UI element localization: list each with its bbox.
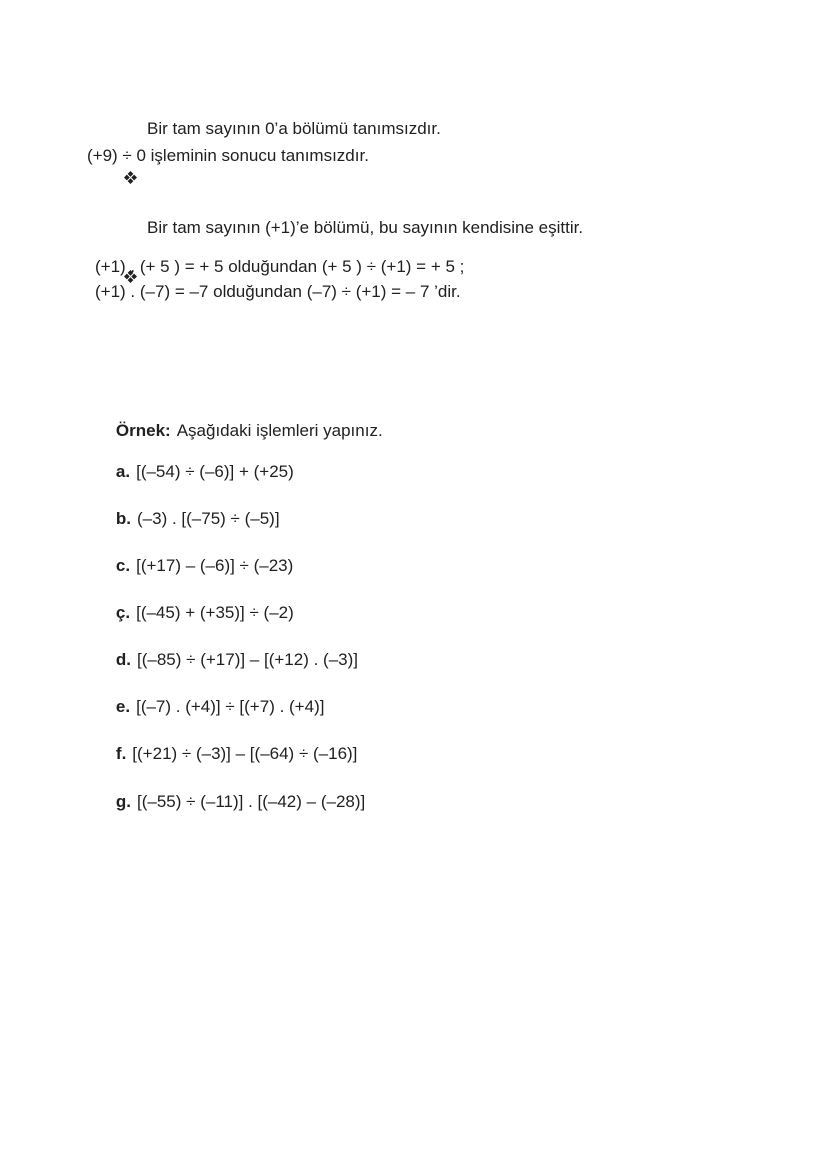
note-rule-division-by-one — [124, 216, 583, 240]
note-title: Bir tam sayının 0’a bölümü tanımsızdır. — [147, 119, 441, 138]
item-letter: c. — [115, 556, 131, 575]
exercise-item-g — [97, 766, 365, 838]
note-rule-division-by-zero — [124, 117, 441, 141]
item-letter: e. — [115, 697, 131, 716]
item-expression: [(–55) ÷ (–11)] . [(–42) – (–28)] — [137, 792, 366, 811]
item-expression: (–3) . [(–75) ÷ (–5)] — [137, 509, 280, 528]
diamond-bullet-icon — [124, 222, 137, 235]
item-expression: [(–7) . (+4)] ÷ [(+7) . (+4)] — [136, 697, 325, 716]
item-expression: [(–85) ÷ (+17)] – [(+12) . (–3)] — [137, 650, 358, 669]
note-example-line: (+1) . (–7) = –7 olduğundan (–7) ÷ (+1) = – 7 ’dir. — [95, 282, 461, 301]
item-letter: d. — [115, 650, 132, 669]
example-prompt: Aşağıdaki işlemleri yapınız. — [176, 421, 383, 440]
note-example-line: (+9) ÷ 0 işleminin sonucu tanımsızdır. — [87, 146, 369, 165]
example-label: Örnek: — [115, 421, 171, 440]
item-letter: g. — [115, 792, 132, 811]
diamond-bullet-icon — [124, 123, 137, 136]
item-letter: a. — [115, 462, 131, 481]
item-letter: ç. — [115, 603, 131, 622]
item-letter: f. — [115, 744, 127, 763]
note-example-line: (+1) . (+ 5 ) = + 5 olduğundan (+ 5 ) ÷ (+1) = + 5 ; — [95, 257, 465, 276]
item-expression: [(+17) – (–6)] ÷ (–23) — [136, 556, 294, 575]
item-expression: [(–45) + (+35)] ÷ (–2) — [136, 603, 294, 622]
note-title: Bir tam sayının (+1)’e bölümü, bu sayının kendisine eşittir. — [147, 218, 584, 237]
item-expression: [(–54) ÷ (–6)] + (+25) — [136, 462, 294, 481]
item-letter: b. — [115, 509, 132, 528]
item-expression: [(+21) ÷ (–3)] – [(–64) ÷ (–16)] — [132, 744, 358, 763]
